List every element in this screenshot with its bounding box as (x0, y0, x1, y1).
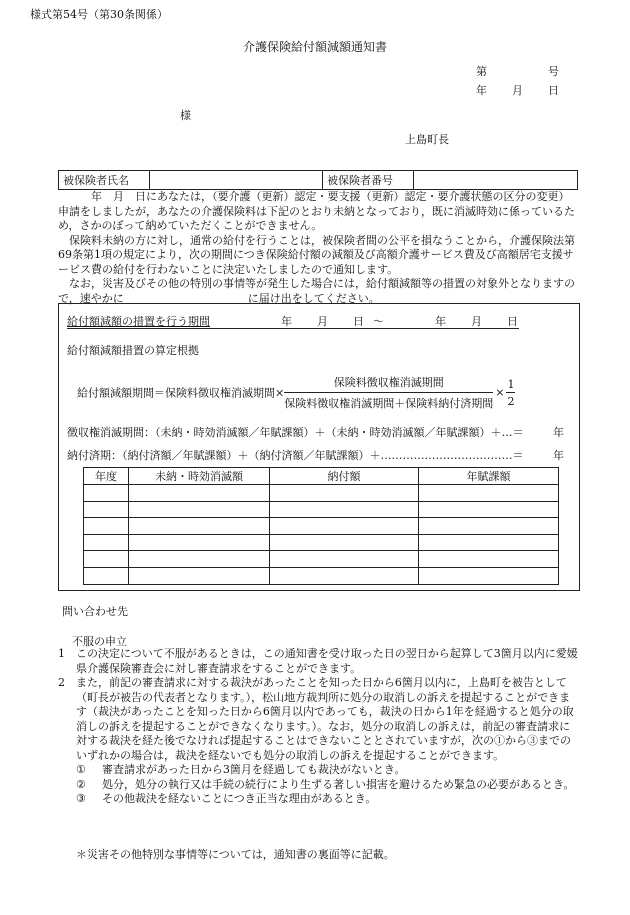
document-title: 介護保険給付額減額通知書 (242, 40, 387, 54)
appeal-section (58, 647, 578, 807)
col-unpaid: 未納・時効消滅額 (129, 468, 270, 485)
table-row (84, 501, 559, 518)
insured-number-label: 被保険者番号 (323, 171, 414, 190)
table-cell[interactable] (270, 501, 419, 518)
appeal-item-2-text: また，前記の審査請求に対する裁決があったことを知った日から6箇月以内に，上島町を被告として（町長が被告の代表者となります。），松山地方裁判所に処分の取消しの訴えを提起することができます（裁決があったことを知った日から6箇月以内であっても，裁決の日から1年を経過すると処分の取消しの訴えを提起することができなくなります。）。なお，処分の取消しの訴えは，前記の審査請求に対する裁決を経た後でなければ提起することはできないこととされていますが，次の①から③までのいずれかの場合は，裁決を経ないでも処分の取消しの訴えを提起することができます。 (76, 676, 574, 762)
table-cell[interactable] (129, 501, 270, 518)
formula-denominator: 保険料徴収権消滅期間＋保険料納付済期間 (284, 397, 494, 410)
table-cell[interactable] (270, 518, 419, 535)
appeal-sub-1 (76, 763, 578, 778)
formula-half (506, 378, 515, 408)
doc-number-dai: 第 (476, 65, 487, 78)
notice-body (58, 190, 578, 306)
appeal-sub-1-number: ① (76, 763, 86, 776)
appeal-item-1 (58, 647, 578, 676)
table-cell[interactable] (419, 501, 559, 518)
formula-numerator: 保険料徴収権消滅期間 (284, 374, 493, 393)
table-cell[interactable] (84, 485, 129, 502)
half-numerator: 1 (507, 377, 515, 391)
table-cell[interactable] (129, 551, 270, 568)
appeal-sub-2-number: ② (76, 777, 86, 791)
table-cell[interactable] (270, 485, 419, 502)
appeal-item-2-number: 2 (58, 676, 65, 689)
table-row (84, 534, 559, 551)
appeal-sub-2-text: 処分，処分の執行又は手続の続行により生ずる著しい損害を避けるため緊急の必要があるとき。 (102, 777, 575, 791)
table-cell[interactable] (84, 567, 129, 584)
formula-fraction (284, 374, 493, 411)
appeal-sub-3-text: その他裁決を経ないことにつき正当な理由があるとき。 (102, 792, 377, 805)
table-cell[interactable] (129, 518, 270, 535)
table-cell[interactable] (419, 485, 559, 502)
extinct-period-unit: 年 (553, 426, 564, 439)
date-year: 年 (476, 84, 487, 97)
col-year: 年度 (84, 468, 129, 485)
appeal-item-2 (58, 676, 578, 763)
table-cell[interactable] (129, 534, 270, 551)
table-cell[interactable] (270, 567, 419, 584)
form-number: 様式第54号（第30条関係） (30, 8, 168, 21)
appeal-heading: 不服の申立 (72, 635, 127, 648)
notice-paragraph-1: 年 月 日にあなたは，（要介護（更新）認定・要支援（更新）認定・要介護状態の区分の変更）申請をしましたが，あなたの介護保険料は下記のとおり未納となっており，既に消滅時効に係っているため，さかのぼって納めていただくことができません。 (58, 190, 575, 232)
notice-paragraph-2: 保険料未納の方に対し，通常の給付を行うことは，被保険者間の公平を損なうことから，介護保険法第69条第1項の規定により，次の期間につき保険給付額の減額及び高額介護サービス費及び高額居宅支援サービス費の給付を行わないことに決定いたしましたので通知します。 (58, 233, 575, 276)
table-cell[interactable] (419, 518, 559, 535)
period-from-month: 月 (317, 315, 328, 328)
table-cell[interactable] (419, 567, 559, 584)
table-row (84, 518, 559, 535)
formula-lhs: 給付額減額期間＝保険料徴収権消滅期間× (77, 386, 285, 400)
table-cell[interactable] (84, 534, 129, 551)
formula (77, 374, 515, 411)
period-to-year: 年 (435, 315, 446, 328)
appeal-item-1-text: この決定について不服があるときは，この通知書を受け取った日の翌日から起算して3箇月以内に愛媛県介護保険審査会に対し審査請求をすることができます。 (76, 647, 578, 675)
basis-label: 給付額減額措置の算定根拠 (67, 344, 199, 357)
insured-name-label: 被保険者氏名 (59, 171, 150, 190)
col-annual: 年賦課額 (419, 468, 559, 485)
appeal-sub-2 (76, 778, 578, 793)
appeal-item-1-number: 1 (58, 647, 65, 660)
period-underline (67, 328, 519, 329)
table-cell[interactable] (419, 551, 559, 568)
table-row (84, 485, 559, 502)
reduction-box (58, 303, 580, 591)
amount-table-body (84, 485, 559, 585)
table-cell[interactable] (84, 551, 129, 568)
date-day: 日 (548, 84, 559, 97)
recipient-suffix: 様 (180, 109, 191, 122)
table-row (84, 567, 559, 584)
notice-p3-last: に届け出をしてください。 (247, 291, 380, 305)
paid-period-unit: 年 (553, 449, 564, 462)
paid-period-line: 納付済期：（納付済額／年賦課額）＋（納付済額／年賦課額）＋………………………………＝ (67, 449, 524, 462)
period-label: 給付額減額の措置を行う期間 (67, 315, 210, 328)
table-row (84, 551, 559, 568)
table-cell[interactable] (129, 567, 270, 584)
half-denominator: 2 (507, 394, 515, 408)
formula-times: × (495, 386, 505, 399)
table-cell[interactable] (270, 534, 419, 551)
period-wave: ～ (373, 315, 384, 328)
table-cell[interactable] (129, 485, 270, 502)
period-from-day: 日 (353, 315, 364, 328)
issuer: 上島町長 (405, 133, 449, 146)
period-from-year: 年 (281, 315, 292, 328)
amount-table (83, 467, 559, 585)
inquiry-label: 問い合わせ先 (62, 605, 128, 618)
insured-name-field[interactable] (150, 171, 323, 190)
insured-number-field[interactable] (414, 171, 578, 190)
date-month: 月 (512, 84, 523, 97)
period-to-month: 月 (471, 315, 482, 328)
insured-info-table (58, 170, 578, 190)
period-to-day: 日 (507, 315, 518, 328)
notice-paragraph-3 (58, 277, 578, 306)
notice-p3-first: なお，災害及びその他の特別の事情等が発生した場合には，給付額減額等の措置の対象外となりますので，速やかに (58, 277, 575, 305)
table-cell[interactable] (84, 518, 129, 535)
appeal-sub-1-text: 審査請求があった日から3箇月を経過しても裁決がないとき。 (102, 763, 406, 776)
doc-number-go: 号 (548, 65, 559, 78)
table-cell[interactable] (419, 534, 559, 551)
appeal-sub-3 (76, 792, 578, 807)
appeal-sub-3-number: ③ (76, 792, 86, 805)
col-paid: 納付額 (270, 468, 419, 485)
table-cell[interactable] (270, 551, 419, 568)
extinct-period-line: 徴収権消滅期間：（未納・時効消滅額／年賦課額）＋（未納・時効消滅額／年賦課額）＋…＝ (67, 426, 524, 439)
footnote: ＊災害その他特別な事情等については，通知書の裏面等に記載。 (76, 848, 395, 861)
table-cell[interactable] (84, 501, 129, 518)
